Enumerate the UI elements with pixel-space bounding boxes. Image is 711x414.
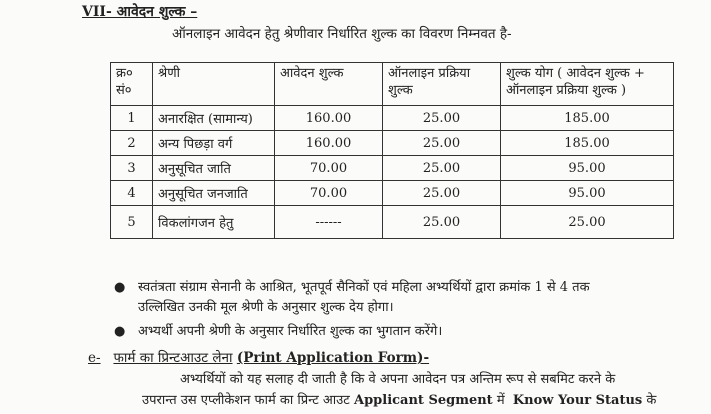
header-total-fee: शुल्क योग ( आवेदन शुल्क + ऑनलाइन प्रक्रिया शुल्क )	[501, 63, 674, 106]
cell-online-fee: 25.00	[383, 181, 501, 206]
para-line-2-mid: में	[496, 393, 505, 408]
know-your-status-text: Know Your Status	[512, 393, 643, 408]
table-row	[111, 156, 674, 181]
header-online-fee: ऑनलाइन प्रक्रिया शुल्क	[383, 63, 501, 106]
cell-sno: 3	[111, 156, 153, 181]
bullet-line: स्वतंत्रता संग्राम सेनानी के आश्रित, भूतपूर्व सैनिकों एवं महिला अभ्यर्थियों द्वारा क्रमांक 1 से 4 तक	[138, 280, 590, 295]
table-header-row	[111, 63, 674, 106]
cell-application-fee: 160.00	[275, 106, 383, 131]
para-line-2	[142, 390, 656, 408]
cell-category: विकलांगजन हेतु	[153, 206, 275, 239]
bullet-item	[114, 278, 590, 318]
cell-category: अनुसूचित जाति	[153, 156, 275, 181]
section-e-heading	[88, 348, 429, 366]
cell-application-fee: ------	[275, 206, 383, 239]
cell-total-fee: 185.00	[501, 106, 674, 131]
cell-category: अनारक्षित (सामान्य)	[153, 106, 275, 131]
cell-total-fee: 25.00	[501, 206, 674, 239]
table-row	[111, 131, 674, 156]
header-sno: क्र० सं०	[111, 63, 153, 106]
table-row	[111, 106, 674, 131]
cell-total-fee: 95.00	[501, 181, 674, 206]
section-e-title-hi: फार्म का प्रिन्टआउट लेना	[113, 350, 233, 366]
bullet-line: अभ्यर्थी अपनी श्रेणी के अनुसार निर्धारित शुल्क का भुगतान करेंगे।	[138, 324, 443, 339]
cell-online-fee: 25.00	[383, 131, 501, 156]
header-category: श्रेणी	[153, 63, 275, 106]
fee-table	[110, 62, 674, 239]
cell-application-fee: 160.00	[275, 131, 383, 156]
table-row	[111, 181, 674, 206]
cell-sno: 4	[111, 181, 153, 206]
cell-total-fee: 185.00	[501, 131, 674, 156]
cell-total-fee: 95.00	[501, 156, 674, 181]
cell-online-fee: 25.00	[383, 106, 501, 131]
cell-category: अनुसूचित जनजाति	[153, 181, 275, 206]
cell-sno: 2	[111, 131, 153, 156]
bullet-line: उल्लिखित उनकी मूल श्रेणी के अनुसार शुल्क देय होगा।	[138, 300, 394, 315]
table-row	[111, 206, 674, 239]
cell-category: अन्य पिछड़ा वर्ग	[153, 131, 275, 156]
cell-application-fee: 70.00	[275, 181, 383, 206]
bullet-item	[114, 322, 443, 342]
cell-sno: 1	[111, 106, 153, 131]
cell-sno: 5	[111, 206, 153, 239]
bullet-icon: ●	[114, 280, 126, 295]
cell-online-fee: 25.00	[383, 156, 501, 181]
cell-application-fee: 70.00	[275, 156, 383, 181]
section-title: VII- आवेदन शुल्क –	[82, 4, 198, 20]
applicant-segment-text: Applicant Segment	[353, 393, 493, 408]
bullet-icon: ●	[114, 324, 126, 339]
header-application-fee: आवेदन शुल्क	[275, 63, 383, 106]
para-line-1: अभ्यर्थियों को यह सलाह दी जाती है कि वे अपना आवेदन पत्र अन्तिम रूप से सबमिट करने के	[180, 372, 616, 387]
intro-text: ऑनलाइन आवेदन हेतु श्रेणीवार निर्धारित शुल्क का विवरण निम्नवत है-	[172, 26, 512, 42]
section-e-title-en: (Print Application Form)-	[236, 350, 430, 366]
para-line-2-end: के	[646, 393, 657, 408]
section-e-prefix: e-	[88, 350, 101, 366]
para-line-2-text: उपरान्त उस एप्लीकेशन फार्म का प्रिन्ट आउट	[142, 393, 350, 408]
cell-online-fee: 25.00	[383, 206, 501, 239]
